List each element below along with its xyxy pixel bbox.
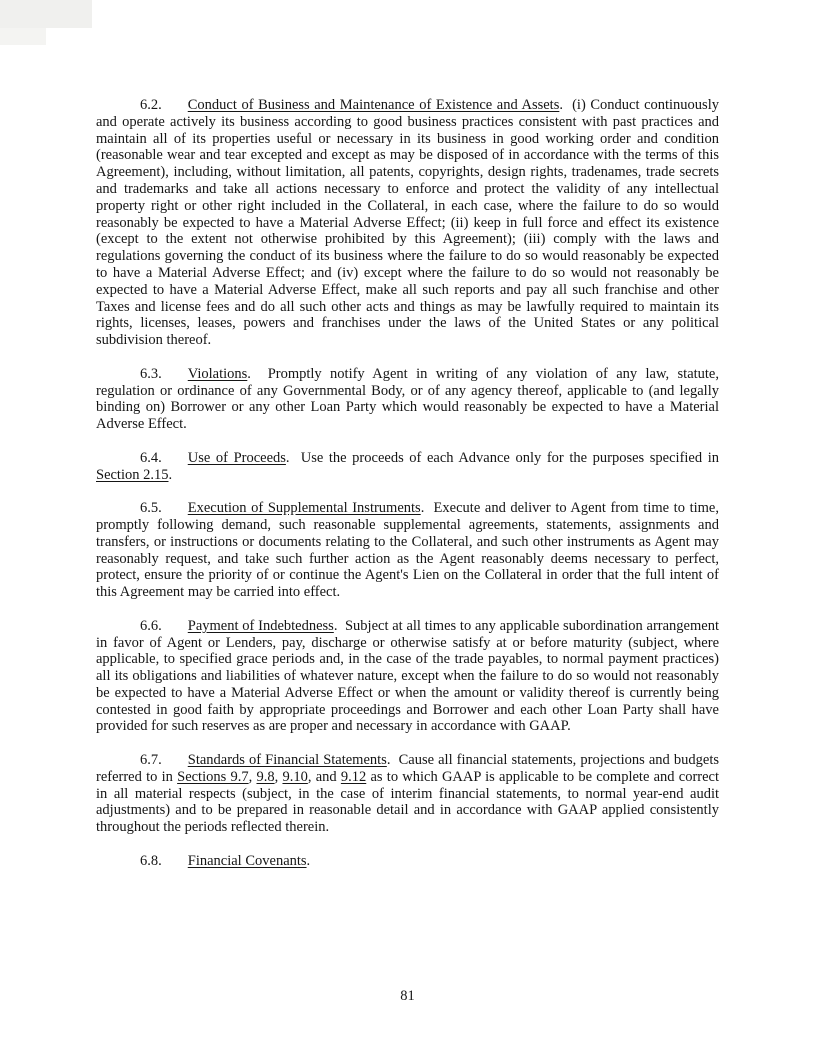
body-text: . [168, 466, 173, 483]
scan-artifact [0, 28, 46, 45]
cross-reference: 9.10 [282, 768, 308, 785]
section-paragraph-6-8 [96, 853, 719, 870]
body-text: . Cause all financial statements, projections and budgets referred to in [96, 752, 719, 785]
body-text: , and [307, 768, 341, 785]
cross-reference: 9.8 [256, 768, 275, 785]
section-heading: Payment of Indebtedness [187, 617, 334, 634]
body-text: . Subject at all times to any applicable subordination arrangement in favor of Agent or Lenders, pay, discharge or otherwise satisfy at or before maturity (subject, where applicable, to specified grace periods and, in the case of the trade payables, to normal payment practices) all its obligations and liabilities of whatever nature, except when the failure to do so would not reasonably be expected to have a Material Adverse Effect or when the amount or validity thereof is currently being contested in good faith by appropriate proceedings and Borrower and each other Loan Party shall have provided for such reserves as are proper and necessary in accordance with GAAP. [96, 617, 719, 735]
section-number: 6.6. [140, 617, 162, 634]
page-footer [0, 988, 815, 1005]
section-paragraph-6-6 [96, 618, 719, 736]
body-text: . (i) Conduct continuously and operate actively its business according to good business practices consistent with past practices and maintain all of its properties useful or necessary in its business in good working order and condition (reasonable wear and tear excepted and except as may be disposed of in accordance with the terms of this Agreement), including, without limitation, all patents, copyrights, design rights, tradenames, trade secrets and trademarks and take all actions necessary to enforce and protect the validity of any intellectual property right or other right included in the Collateral, in each case, where the failure to do so would reasonably be expected to have a Material Adverse Effect; (ii) keep in full force and effect its existence (except to the extent not otherwise prohibited by this Agreement); (iii) comply with the laws and regulations governing the conduct of its business where the failure to do so would reasonably be expected to have a Material Adverse Effect; and (iv) except where the failure to do so would not reasonably be expected to have a Material Adverse Effect, make all such reports and pay all such franchise and other Taxes and license fees and do all such other acts and things as may be lawfully required to maintain its rights, licenses, leases, powers and franchises under the laws of the United States or any political subdivision thereof. [96, 97, 719, 349]
cross-reference: Section 2.15 [96, 466, 169, 483]
section-paragraph-6-5 [96, 500, 719, 601]
body-text: as to which GAAP is applicable to be complete and correct in all material respects (subject, in the case of interim financial statements, to normal year-end audit adjustments) and to be prepared in reasonable detail and in accordance with GAAP applied consistently throughout the periods reflected therein. [96, 768, 720, 836]
body-text: . Execute and deliver to Agent from time to time, promptly following demand, such reasonable supplemental agreements, statements, assignments and transfers, or instructions or documents relating to the Collateral, and such other instruments as Agent may reasonably request, and take such further action as the Agent reasonably deems necessary to perfect, protect, ensure the priority of or continue the Agent's Lien on the Collateral in order that the full intent of this Agreement may be carried into effect. [96, 500, 719, 601]
section-number: 6.8. [140, 852, 162, 869]
scan-artifact [0, 0, 92, 28]
section-number: 6.3. [140, 365, 162, 382]
body-text: , [248, 768, 257, 785]
section-paragraph-6-7 [96, 752, 719, 836]
section-number: 6.2. [140, 97, 162, 113]
body-text: . [306, 852, 311, 869]
body-text: , [274, 768, 283, 785]
section-heading: Standards of Financial Statements [187, 752, 387, 769]
page-number: 81 [400, 988, 415, 1004]
section-number: 6.7. [140, 752, 162, 769]
body-text: . Promptly notify Agent in writing of any violation of any law, statute, regulation or ordinance of any Governmental Body, or of any agency thereof, applicable to (and legally binding on) Borrower or any other Loan Party which would reasonably be expected to have a Material Adverse Effect. [96, 365, 719, 433]
section-heading: Conduct of Business and Maintenance of Existence and Assets [187, 97, 560, 113]
section-heading: Use of Proceeds [187, 449, 286, 466]
section-number: 6.5. [140, 500, 162, 517]
section-number: 6.4. [140, 449, 162, 466]
section-heading: Execution of Supplemental Instruments [187, 500, 421, 517]
body-text: . Use the proceeds of each Advance only for the purposes specified in [285, 449, 719, 466]
section-paragraph-6-4 [96, 450, 719, 484]
section-heading: Violations [187, 365, 248, 382]
section-paragraph-6-3 [96, 366, 719, 433]
cross-reference: 9.12 [340, 768, 367, 785]
cross-reference: Sections 9.7 [177, 768, 249, 785]
section-heading: Financial Covenants [187, 852, 307, 869]
section-paragraph-6-2 [96, 97, 719, 349]
document-sections [96, 97, 719, 870]
